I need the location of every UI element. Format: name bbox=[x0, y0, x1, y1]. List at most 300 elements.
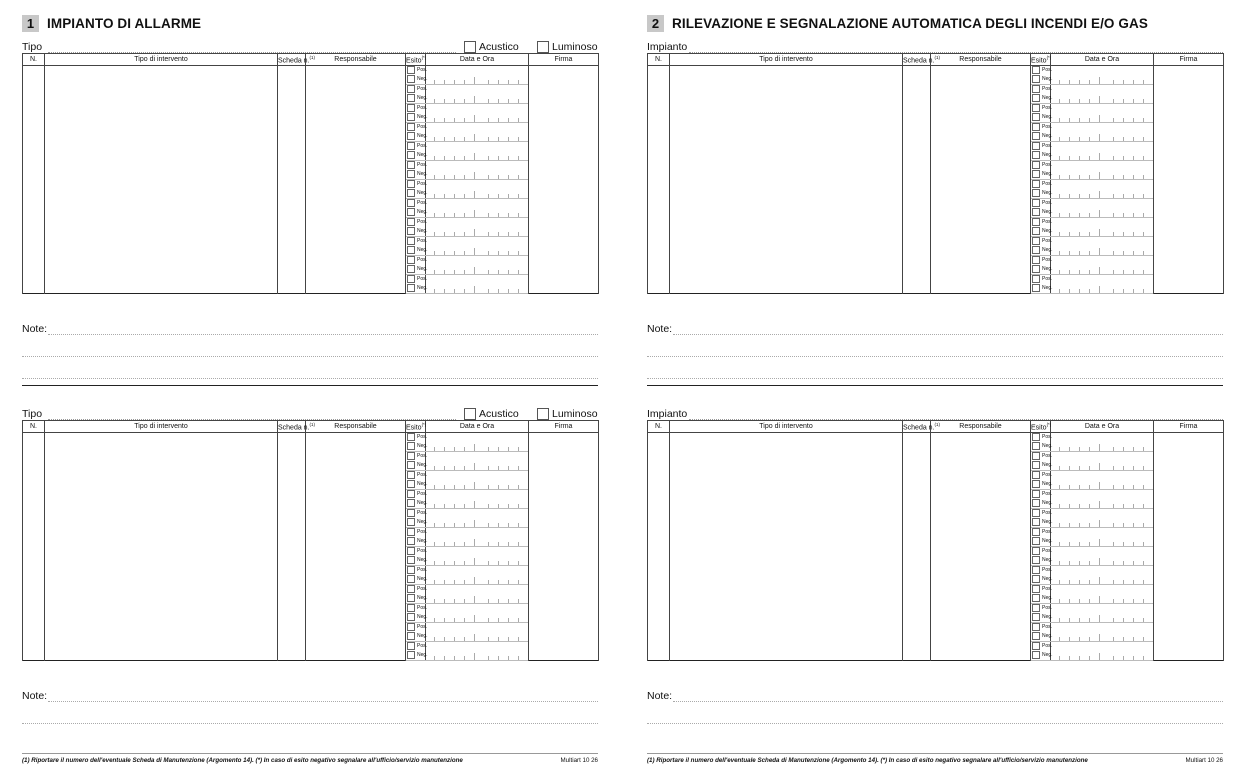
cell-responsabile[interactable] bbox=[306, 547, 406, 566]
cell-esito[interactable] bbox=[406, 566, 426, 576]
cell-firma[interactable] bbox=[529, 471, 599, 490]
cell-esito[interactable] bbox=[406, 632, 426, 642]
cell-responsabile[interactable] bbox=[306, 528, 406, 547]
esito-neg-checkbox[interactable] bbox=[1032, 461, 1040, 469]
cell-scheda[interactable] bbox=[903, 218, 931, 237]
cell-tipo-intervento[interactable] bbox=[670, 433, 903, 452]
cell-data-ora[interactable] bbox=[426, 75, 529, 85]
cell-responsabile[interactable] bbox=[306, 642, 406, 661]
cell-data-ora[interactable] bbox=[426, 442, 529, 452]
cell-esito[interactable] bbox=[1031, 180, 1051, 190]
cell-responsabile[interactable] bbox=[306, 104, 406, 123]
cell-esito[interactable] bbox=[1031, 123, 1051, 133]
cell-responsabile[interactable] bbox=[931, 218, 1031, 237]
cell-tipo-intervento[interactable] bbox=[45, 509, 278, 528]
cell-scheda[interactable] bbox=[903, 123, 931, 142]
cell-tipo-intervento[interactable] bbox=[45, 433, 278, 452]
cell-firma[interactable] bbox=[1154, 471, 1224, 490]
cell-n[interactable] bbox=[23, 471, 45, 490]
acustico-checkbox[interactable] bbox=[464, 41, 476, 53]
cell-data-ora[interactable] bbox=[426, 113, 529, 123]
cell-scheda[interactable] bbox=[903, 180, 931, 199]
cell-esito[interactable] bbox=[1031, 499, 1051, 509]
cell-scheda[interactable] bbox=[278, 66, 306, 85]
cell-responsabile[interactable] bbox=[931, 275, 1031, 294]
cell-scheda[interactable] bbox=[278, 199, 306, 218]
cell-responsabile[interactable] bbox=[931, 161, 1031, 180]
cell-responsabile[interactable] bbox=[306, 180, 406, 199]
cell-n[interactable] bbox=[648, 161, 670, 180]
cell-firma[interactable] bbox=[529, 142, 599, 161]
cell-data-ora[interactable] bbox=[426, 151, 529, 161]
cell-scheda[interactable] bbox=[278, 509, 306, 528]
cell-n[interactable] bbox=[23, 566, 45, 585]
cell-data-ora[interactable] bbox=[426, 265, 529, 275]
cell-scheda[interactable] bbox=[903, 433, 931, 452]
cell-scheda[interactable] bbox=[903, 104, 931, 123]
cell-data-ora[interactable] bbox=[426, 256, 529, 266]
cell-firma[interactable] bbox=[529, 275, 599, 294]
esito-neg-checkbox[interactable] bbox=[1032, 208, 1040, 216]
cell-scheda[interactable] bbox=[903, 642, 931, 661]
cell-scheda[interactable] bbox=[903, 452, 931, 471]
cell-data-ora[interactable] bbox=[1051, 651, 1154, 661]
cell-responsabile[interactable] bbox=[931, 104, 1031, 123]
cell-esito[interactable] bbox=[406, 490, 426, 500]
esito-neg-checkbox[interactable] bbox=[1032, 499, 1040, 507]
cell-scheda[interactable] bbox=[903, 161, 931, 180]
esito-pos-checkbox[interactable] bbox=[407, 199, 415, 207]
esito-pos-checkbox[interactable] bbox=[407, 566, 415, 574]
cell-firma[interactable] bbox=[1154, 490, 1224, 509]
cell-esito[interactable] bbox=[1031, 547, 1051, 557]
cell-n[interactable] bbox=[648, 547, 670, 566]
cell-esito[interactable] bbox=[406, 208, 426, 218]
cell-esito[interactable] bbox=[1031, 256, 1051, 266]
cell-esito[interactable] bbox=[406, 461, 426, 471]
cell-data-ora[interactable] bbox=[1051, 246, 1154, 256]
cell-esito[interactable] bbox=[406, 132, 426, 142]
cell-esito[interactable] bbox=[1031, 161, 1051, 171]
cell-n[interactable] bbox=[648, 66, 670, 85]
esito-pos-checkbox[interactable] bbox=[1032, 161, 1040, 169]
cell-n[interactable] bbox=[23, 256, 45, 275]
cell-n[interactable] bbox=[648, 490, 670, 509]
cell-scheda[interactable] bbox=[278, 180, 306, 199]
cell-esito[interactable] bbox=[1031, 575, 1051, 585]
cell-data-ora[interactable] bbox=[426, 208, 529, 218]
esito-pos-checkbox[interactable] bbox=[1032, 199, 1040, 207]
esito-neg-checkbox[interactable] bbox=[407, 594, 415, 602]
cell-firma[interactable] bbox=[1154, 142, 1224, 161]
cell-esito[interactable] bbox=[406, 75, 426, 85]
cell-scheda[interactable] bbox=[903, 585, 931, 604]
cell-esito[interactable] bbox=[1031, 528, 1051, 538]
cell-data-ora[interactable] bbox=[426, 189, 529, 199]
cell-n[interactable] bbox=[23, 123, 45, 142]
cell-responsabile[interactable] bbox=[931, 433, 1031, 452]
esito-neg-checkbox[interactable] bbox=[1032, 227, 1040, 235]
cell-esito[interactable] bbox=[1031, 566, 1051, 576]
cell-firma[interactable] bbox=[529, 452, 599, 471]
cell-firma[interactable] bbox=[529, 433, 599, 452]
esito-neg-checkbox[interactable] bbox=[407, 265, 415, 273]
cell-data-ora[interactable] bbox=[426, 123, 529, 133]
cell-esito[interactable] bbox=[1031, 199, 1051, 209]
cell-responsabile[interactable] bbox=[306, 237, 406, 256]
cell-esito[interactable] bbox=[1031, 480, 1051, 490]
cell-tipo-intervento[interactable] bbox=[45, 452, 278, 471]
cell-esito[interactable] bbox=[1031, 284, 1051, 294]
cell-responsabile[interactable] bbox=[931, 585, 1031, 604]
cell-firma[interactable] bbox=[529, 199, 599, 218]
esito-pos-checkbox[interactable] bbox=[407, 104, 415, 112]
cell-responsabile[interactable] bbox=[306, 604, 406, 623]
esito-pos-checkbox[interactable] bbox=[1032, 585, 1040, 593]
esito-pos-checkbox[interactable] bbox=[1032, 509, 1040, 517]
cell-firma[interactable] bbox=[529, 256, 599, 275]
cell-responsabile[interactable] bbox=[306, 490, 406, 509]
cell-esito[interactable] bbox=[406, 471, 426, 481]
cell-esito[interactable] bbox=[406, 151, 426, 161]
cell-n[interactable] bbox=[648, 623, 670, 642]
esito-neg-checkbox[interactable] bbox=[1032, 594, 1040, 602]
cell-firma[interactable] bbox=[529, 180, 599, 199]
esito-pos-checkbox[interactable] bbox=[407, 471, 415, 479]
cell-scheda[interactable] bbox=[278, 275, 306, 294]
notes-line[interactable] bbox=[48, 334, 598, 335]
cell-responsabile[interactable] bbox=[306, 623, 406, 642]
cell-tipo-intervento[interactable] bbox=[670, 66, 903, 85]
cell-esito[interactable] bbox=[1031, 104, 1051, 114]
cell-responsabile[interactable] bbox=[306, 66, 406, 85]
cell-tipo-intervento[interactable] bbox=[670, 490, 903, 509]
notes-line[interactable] bbox=[647, 723, 1223, 724]
esito-neg-checkbox[interactable] bbox=[407, 556, 415, 564]
cell-tipo-intervento[interactable] bbox=[45, 604, 278, 623]
cell-data-ora[interactable] bbox=[1051, 189, 1154, 199]
cell-data-ora[interactable] bbox=[426, 604, 529, 614]
cell-n[interactable] bbox=[23, 142, 45, 161]
cell-esito[interactable] bbox=[406, 452, 426, 462]
cell-esito[interactable] bbox=[1031, 265, 1051, 275]
cell-data-ora[interactable] bbox=[426, 461, 529, 471]
cell-scheda[interactable] bbox=[278, 528, 306, 547]
cell-esito[interactable] bbox=[406, 642, 426, 652]
cell-data-ora[interactable] bbox=[426, 246, 529, 256]
cell-data-ora[interactable] bbox=[426, 170, 529, 180]
acustico-checkbox-group[interactable] bbox=[464, 408, 519, 420]
esito-pos-checkbox[interactable] bbox=[407, 547, 415, 555]
esito-pos-checkbox[interactable] bbox=[1032, 547, 1040, 555]
cell-data-ora[interactable] bbox=[1051, 537, 1154, 547]
cell-esito[interactable] bbox=[1031, 471, 1051, 481]
esito-pos-checkbox[interactable] bbox=[1032, 623, 1040, 631]
cell-esito[interactable] bbox=[406, 246, 426, 256]
notes-line[interactable] bbox=[22, 723, 598, 724]
cell-n[interactable] bbox=[23, 604, 45, 623]
cell-n[interactable] bbox=[23, 623, 45, 642]
cell-n[interactable] bbox=[648, 471, 670, 490]
cell-esito[interactable] bbox=[1031, 442, 1051, 452]
cell-firma[interactable] bbox=[529, 566, 599, 585]
cell-tipo-intervento[interactable] bbox=[670, 142, 903, 161]
cell-tipo-intervento[interactable] bbox=[45, 123, 278, 142]
cell-responsabile[interactable] bbox=[306, 585, 406, 604]
cell-data-ora[interactable] bbox=[426, 632, 529, 642]
esito-pos-checkbox[interactable] bbox=[1032, 142, 1040, 150]
cell-responsabile[interactable] bbox=[306, 218, 406, 237]
cell-firma[interactable] bbox=[1154, 275, 1224, 294]
cell-tipo-intervento[interactable] bbox=[670, 104, 903, 123]
esito-pos-checkbox[interactable] bbox=[1032, 104, 1040, 112]
cell-firma[interactable] bbox=[529, 623, 599, 642]
cell-data-ora[interactable] bbox=[426, 594, 529, 604]
cell-tipo-intervento[interactable] bbox=[45, 161, 278, 180]
esito-neg-checkbox[interactable] bbox=[407, 113, 415, 121]
cell-firma[interactable] bbox=[1154, 161, 1224, 180]
tipo-input-line[interactable] bbox=[48, 52, 456, 53]
esito-pos-checkbox[interactable] bbox=[407, 161, 415, 169]
cell-n[interactable] bbox=[23, 180, 45, 199]
cell-n[interactable] bbox=[648, 275, 670, 294]
cell-data-ora[interactable] bbox=[1051, 594, 1154, 604]
esito-pos-checkbox[interactable] bbox=[407, 256, 415, 264]
cell-n[interactable] bbox=[648, 566, 670, 585]
cell-responsabile[interactable] bbox=[931, 180, 1031, 199]
cell-data-ora[interactable] bbox=[1051, 256, 1154, 266]
cell-firma[interactable] bbox=[1154, 256, 1224, 275]
cell-esito[interactable] bbox=[406, 556, 426, 566]
cell-tipo-intervento[interactable] bbox=[670, 528, 903, 547]
cell-responsabile[interactable] bbox=[931, 256, 1031, 275]
cell-data-ora[interactable] bbox=[1051, 94, 1154, 104]
cell-firma[interactable] bbox=[1154, 509, 1224, 528]
cell-data-ora[interactable] bbox=[426, 528, 529, 538]
cell-tipo-intervento[interactable] bbox=[45, 585, 278, 604]
cell-n[interactable] bbox=[23, 547, 45, 566]
cell-data-ora[interactable] bbox=[426, 585, 529, 595]
esito-pos-checkbox[interactable] bbox=[407, 490, 415, 498]
cell-responsabile[interactable] bbox=[931, 237, 1031, 256]
cell-responsabile[interactable] bbox=[931, 490, 1031, 509]
cell-n[interactable] bbox=[648, 199, 670, 218]
cell-data-ora[interactable] bbox=[1051, 632, 1154, 642]
cell-tipo-intervento[interactable] bbox=[45, 256, 278, 275]
esito-neg-checkbox[interactable] bbox=[1032, 442, 1040, 450]
cell-scheda[interactable] bbox=[278, 623, 306, 642]
cell-responsabile[interactable] bbox=[306, 85, 406, 104]
cell-scheda[interactable] bbox=[278, 104, 306, 123]
cell-tipo-intervento[interactable] bbox=[45, 66, 278, 85]
cell-tipo-intervento[interactable] bbox=[670, 161, 903, 180]
cell-esito[interactable] bbox=[1031, 151, 1051, 161]
cell-data-ora[interactable] bbox=[426, 537, 529, 547]
cell-scheda[interactable] bbox=[278, 142, 306, 161]
impianto-input-line[interactable] bbox=[689, 52, 1223, 53]
cell-responsabile[interactable] bbox=[931, 199, 1031, 218]
cell-data-ora[interactable] bbox=[426, 566, 529, 576]
cell-scheda[interactable] bbox=[278, 161, 306, 180]
cell-data-ora[interactable] bbox=[1051, 442, 1154, 452]
cell-scheda[interactable] bbox=[903, 509, 931, 528]
cell-data-ora[interactable] bbox=[426, 471, 529, 481]
cell-esito[interactable] bbox=[406, 518, 426, 528]
cell-scheda[interactable] bbox=[903, 490, 931, 509]
esito-neg-checkbox[interactable] bbox=[1032, 189, 1040, 197]
cell-data-ora[interactable] bbox=[426, 490, 529, 500]
cell-esito[interactable] bbox=[406, 537, 426, 547]
cell-firma[interactable] bbox=[1154, 585, 1224, 604]
esito-pos-checkbox[interactable] bbox=[407, 142, 415, 150]
cell-data-ora[interactable] bbox=[426, 613, 529, 623]
cell-data-ora[interactable] bbox=[426, 180, 529, 190]
cell-tipo-intervento[interactable] bbox=[670, 123, 903, 142]
esito-neg-checkbox[interactable] bbox=[1032, 113, 1040, 121]
cell-firma[interactable] bbox=[1154, 218, 1224, 237]
cell-responsabile[interactable] bbox=[931, 123, 1031, 142]
esito-pos-checkbox[interactable] bbox=[407, 509, 415, 517]
esito-pos-checkbox[interactable] bbox=[407, 452, 415, 460]
luminoso-checkbox-group[interactable] bbox=[537, 408, 598, 420]
cell-scheda[interactable] bbox=[278, 256, 306, 275]
cell-n[interactable] bbox=[23, 66, 45, 85]
esito-neg-checkbox[interactable] bbox=[1032, 75, 1040, 83]
cell-firma[interactable] bbox=[529, 104, 599, 123]
esito-pos-checkbox[interactable] bbox=[407, 528, 415, 536]
cell-data-ora[interactable] bbox=[426, 275, 529, 285]
cell-data-ora[interactable] bbox=[1051, 218, 1154, 228]
cell-tipo-intervento[interactable] bbox=[45, 142, 278, 161]
cell-esito[interactable] bbox=[1031, 66, 1051, 76]
cell-n[interactable] bbox=[648, 642, 670, 661]
cell-esito[interactable] bbox=[1031, 227, 1051, 237]
cell-scheda[interactable] bbox=[278, 471, 306, 490]
esito-neg-checkbox[interactable] bbox=[1032, 613, 1040, 621]
cell-firma[interactable] bbox=[529, 604, 599, 623]
cell-scheda[interactable] bbox=[903, 528, 931, 547]
cell-data-ora[interactable] bbox=[1051, 518, 1154, 528]
notes-line[interactable] bbox=[22, 378, 598, 379]
cell-scheda[interactable] bbox=[278, 604, 306, 623]
cell-n[interactable] bbox=[23, 275, 45, 294]
cell-n[interactable] bbox=[23, 199, 45, 218]
cell-esito[interactable] bbox=[1031, 85, 1051, 95]
cell-firma[interactable] bbox=[1154, 528, 1224, 547]
cell-scheda[interactable] bbox=[903, 199, 931, 218]
cell-esito[interactable] bbox=[1031, 132, 1051, 142]
cell-scheda[interactable] bbox=[278, 123, 306, 142]
cell-n[interactable] bbox=[648, 104, 670, 123]
cell-tipo-intervento[interactable] bbox=[45, 275, 278, 294]
cell-tipo-intervento[interactable] bbox=[45, 547, 278, 566]
cell-esito[interactable] bbox=[1031, 651, 1051, 661]
cell-responsabile[interactable] bbox=[931, 452, 1031, 471]
esito-neg-checkbox[interactable] bbox=[407, 94, 415, 102]
cell-data-ora[interactable] bbox=[426, 499, 529, 509]
esito-pos-checkbox[interactable] bbox=[1032, 490, 1040, 498]
cell-esito[interactable] bbox=[1031, 623, 1051, 633]
cell-data-ora[interactable] bbox=[1051, 123, 1154, 133]
cell-esito[interactable] bbox=[1031, 208, 1051, 218]
cell-data-ora[interactable] bbox=[1051, 142, 1154, 152]
cell-responsabile[interactable] bbox=[306, 161, 406, 180]
cell-esito[interactable] bbox=[1031, 246, 1051, 256]
cell-esito[interactable] bbox=[406, 142, 426, 152]
esito-pos-checkbox[interactable] bbox=[1032, 256, 1040, 264]
cell-esito[interactable] bbox=[1031, 556, 1051, 566]
cell-data-ora[interactable] bbox=[1051, 151, 1154, 161]
cell-scheda[interactable] bbox=[278, 433, 306, 452]
cell-n[interactable] bbox=[23, 509, 45, 528]
cell-esito[interactable] bbox=[1031, 275, 1051, 285]
cell-n[interactable] bbox=[648, 123, 670, 142]
cell-esito[interactable] bbox=[1031, 94, 1051, 104]
cell-esito[interactable] bbox=[1031, 518, 1051, 528]
cell-n[interactable] bbox=[23, 218, 45, 237]
esito-pos-checkbox[interactable] bbox=[1032, 85, 1040, 93]
cell-data-ora[interactable] bbox=[426, 575, 529, 585]
esito-neg-checkbox[interactable] bbox=[407, 132, 415, 140]
cell-data-ora[interactable] bbox=[426, 452, 529, 462]
cell-tipo-intervento[interactable] bbox=[670, 180, 903, 199]
cell-esito[interactable] bbox=[1031, 237, 1051, 247]
esito-pos-checkbox[interactable] bbox=[407, 218, 415, 226]
esito-neg-checkbox[interactable] bbox=[407, 575, 415, 583]
cell-firma[interactable] bbox=[1154, 623, 1224, 642]
cell-data-ora[interactable] bbox=[426, 284, 529, 294]
esito-pos-checkbox[interactable] bbox=[1032, 642, 1040, 650]
cell-data-ora[interactable] bbox=[1051, 66, 1154, 76]
esito-pos-checkbox[interactable] bbox=[1032, 66, 1040, 74]
notes-line[interactable] bbox=[647, 356, 1223, 357]
esito-neg-checkbox[interactable] bbox=[1032, 151, 1040, 159]
cell-n[interactable] bbox=[648, 528, 670, 547]
cell-data-ora[interactable] bbox=[426, 199, 529, 209]
cell-esito[interactable] bbox=[1031, 218, 1051, 228]
cell-n[interactable] bbox=[23, 237, 45, 256]
cell-esito[interactable] bbox=[406, 442, 426, 452]
cell-esito[interactable] bbox=[406, 199, 426, 209]
cell-scheda[interactable] bbox=[278, 566, 306, 585]
cell-tipo-intervento[interactable] bbox=[670, 642, 903, 661]
cell-firma[interactable] bbox=[529, 490, 599, 509]
cell-data-ora[interactable] bbox=[1051, 461, 1154, 471]
cell-data-ora[interactable] bbox=[1051, 575, 1154, 585]
cell-n[interactable] bbox=[648, 509, 670, 528]
esito-neg-checkbox[interactable] bbox=[1032, 651, 1040, 659]
cell-esito[interactable] bbox=[406, 528, 426, 538]
cell-scheda[interactable] bbox=[903, 256, 931, 275]
cell-firma[interactable] bbox=[529, 123, 599, 142]
cell-tipo-intervento[interactable] bbox=[45, 642, 278, 661]
cell-data-ora[interactable] bbox=[1051, 642, 1154, 652]
esito-pos-checkbox[interactable] bbox=[407, 180, 415, 188]
cell-responsabile[interactable] bbox=[306, 566, 406, 585]
cell-esito[interactable] bbox=[1031, 594, 1051, 604]
cell-n[interactable] bbox=[648, 452, 670, 471]
cell-scheda[interactable] bbox=[903, 237, 931, 256]
cell-data-ora[interactable] bbox=[1051, 613, 1154, 623]
cell-responsabile[interactable] bbox=[931, 547, 1031, 566]
cell-scheda[interactable] bbox=[278, 547, 306, 566]
cell-tipo-intervento[interactable] bbox=[670, 604, 903, 623]
notes-line[interactable] bbox=[673, 701, 1223, 702]
cell-scheda[interactable] bbox=[278, 585, 306, 604]
cell-esito[interactable] bbox=[1031, 461, 1051, 471]
esito-neg-checkbox[interactable] bbox=[407, 75, 415, 83]
cell-data-ora[interactable] bbox=[426, 132, 529, 142]
